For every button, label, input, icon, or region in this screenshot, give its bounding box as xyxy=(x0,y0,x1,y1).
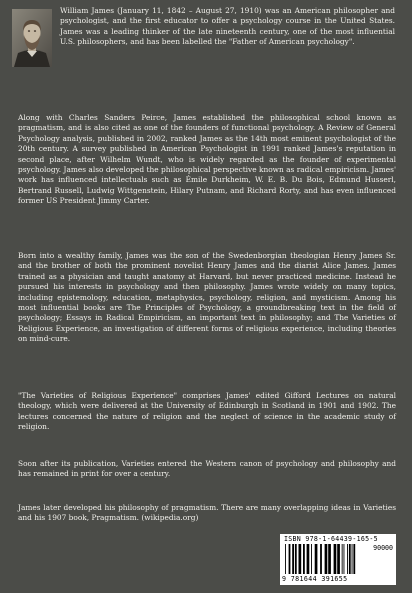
barcode-bar xyxy=(334,544,337,574)
paragraph-publication: Soon after its publication, Varieties entered the Western canon of psychology and philosophy and has remained in print for over a century. xyxy=(18,459,396,479)
isbn-number: ISBN 978-1-64439-165-5 xyxy=(284,535,378,543)
author-intro-text: William James (January 11, 1842 – August 27, 1910) was an American philosopher and psychologist, and the first educator to offer a psychology course in the United States. James was a leading thinker of the late nineteenth century, one of the most influential U.S. philosophers, and has been labelled the "Father of American psychology". xyxy=(60,6,395,47)
barcode-bar xyxy=(285,544,286,574)
isbn-barcode xyxy=(280,534,396,585)
barcode-bar xyxy=(320,544,322,574)
barcode-bar xyxy=(315,544,318,574)
barcode-bar xyxy=(344,544,345,574)
barcode-bar xyxy=(295,544,297,574)
barcode-bar xyxy=(299,544,302,574)
barcode-bar xyxy=(325,544,328,574)
barcode-bar xyxy=(349,544,351,574)
barcode-bar xyxy=(353,544,355,574)
barcode-bar xyxy=(289,544,291,574)
author-portrait xyxy=(12,9,52,67)
barcode-bar xyxy=(311,544,312,574)
barcode-bars xyxy=(284,544,370,576)
paragraph-pragmatism: Along with Charles Sanders Peirce, James established the philosophical school known as pragmatism, and is also cited as one of the founders of functional psychology. A Review of General Psychology analysis, published in 2002, ranked James as the 14th most eminent psychologist of the 20th century. A survey published in American Psychologist in 1991 ranked James's reputation in second place, after Wilhelm Wundt, who is widely regarded as the founder of experimental psychology. James also developed the philosophical perspective known as radical empiricism. James' work has influenced intellectuals such as Émile Durkheim, W. E. B. Du Bois, Edmund Husserl, Bertrand Russell, Ludwig Wittgenstein, Hilary Putnam, and Richard Rorty, and has even influenced former US President Jimmy Carter. xyxy=(18,113,396,206)
price-code: 90000 xyxy=(373,544,393,552)
barcode-bar xyxy=(342,544,343,574)
barcode-bar xyxy=(347,544,348,574)
barcode-bar xyxy=(303,544,305,574)
barcode-bar xyxy=(307,544,310,574)
paragraph-pragmatism-book: James later developed his philosophy of pragmatism. There are many overlapping ideas in Varieties and his 1907 book, Pragmatism. (wikipedia.org) xyxy=(18,503,396,523)
barcode-bar xyxy=(292,544,294,574)
barcode-digits: 9 781644 391655 xyxy=(282,575,348,583)
barcode-bar xyxy=(352,544,353,574)
paragraph-biography: Born into a wealthy family, James was the son of the Swedenborgian theologian Henry James Sr. and the brother of both the prominent novelist Henry James and the diarist Alice James. James trained as a physician and taught anatomy at Harvard, but never practiced medicine. Instead he pursued his interests in psychology and then philosophy. James wrote widely on many topics, including epistemology, education, metaphysics, psychology, religion, and mysticism. Among his most influential books are The Principles of Psychology, a groundbreaking text in the field of psychology; Essays in Radical Empiricism, an important text in philosophy; and The Varieties of Religious Experience, an investigation of different forms of religious experience, including theories on mind-cure. xyxy=(18,251,396,344)
paragraph-varieties: "The Varieties of Religious Experience" comprises James' edited Gifford Lectures on natural theology, which were delivered at the University of Edinburgh in Scotland in 1901 and 1902. The lectures concerned the nature of religion and the neglect of science in the academic study of religion. xyxy=(18,391,396,432)
barcode-bar xyxy=(328,544,331,574)
barcode-bar xyxy=(337,544,340,574)
